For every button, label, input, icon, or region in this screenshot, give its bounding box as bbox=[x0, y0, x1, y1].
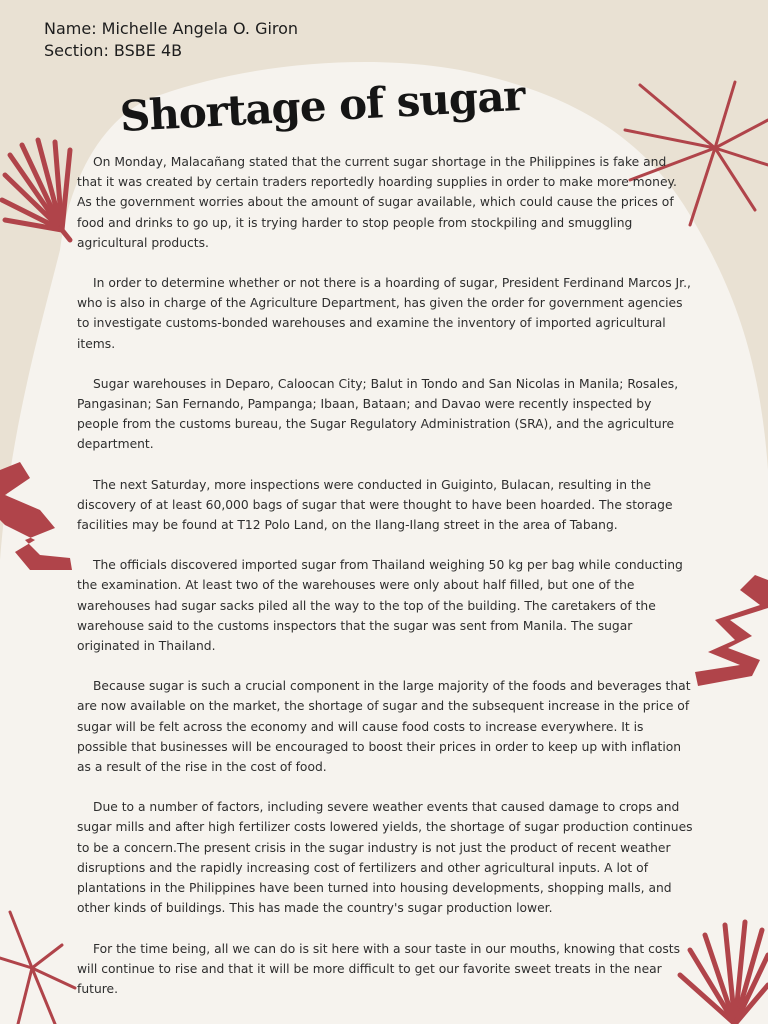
student-name: Name: Michelle Angela O. Giron bbox=[44, 19, 299, 38]
paragraph: On Monday, Malacañang stated that the current sugar shortage in the Philippines is fake and that it was created by certain traders reportedly hoarding supplies in order to make more money. As the government worries about the amount of sugar available, which could cause the prices of food and drinks to go up, it is trying harder to stop people from stockpiling and smuggling agricultural products. bbox=[77, 155, 677, 250]
paragraph: Because sugar is such a crucial component in the large majority of the foods and beverages that are now available on the market, the shortage of sugar and the subsequent increase in the price of sugar will be felt across the economy and will cause food costs to increase everywhere. It is possible that businesses will be encouraged to boost their prices in order to keep up with inflation as a result of the rise in the cost of food. bbox=[77, 679, 691, 775]
article-title: Shortage of sugar bbox=[118, 70, 526, 141]
paragraph: Due to a number of factors, including severe weather events that caused damage to crops and sugar mills and after high fertilizer costs lowered yields, the shortage of sugar production continues to be a concern.The present crisis in the sugar industry is not just the product of recent weather disruptions and the rapidly increasing cost of fertilizers and other agricultural inputs. A lot of plantations in the Philippines have been turned into housing developments, shopping malls, and other kinds of buildings. This has made the country's sugar production lower. bbox=[77, 800, 693, 916]
student-info bbox=[44, 18, 298, 62]
article-body bbox=[77, 152, 695, 1019]
paragraph: In order to determine whether or not there is a hoarding of sugar, President Ferdinand Marcos Jr., who is also in charge of the Agriculture Department, has given the order for government agencies to investigate customs-bonded warehouses and examine the inventory of imported agricultural items. bbox=[77, 276, 691, 351]
paragraph: The next Saturday, more inspections were conducted in Guiginto, Bulacan, resulting in the discovery of at least 60,000 bags of sugar that were thought to have been hoarded. The storage facilities may be found at T12 Polo Land, on the Ilang-Ilang street in the area of Tabang. bbox=[77, 477, 673, 533]
paragraph: For the time being, all we can do is sit here with a sour taste in our mouths, knowing that costs will continue to rise and that it will be more difficult to get our favorite sweet treats in the near future. bbox=[77, 941, 681, 996]
paragraph: Sugar warehouses in Deparo, Caloocan City; Balut in Tondo and San Nicolas in Manila; Rosales, Pangasinan; San Fernando, Pampanga; Ibaan, Bataan; and Davao were recently inspected by people from the customs bureau, the Sugar Regulatory Administration (SRA), and the agriculture department. bbox=[77, 376, 679, 452]
fan-leaf-decoration-top bbox=[2, 140, 70, 240]
paragraph: The officials discovered imported sugar from Thailand weighing 50 kg per bag while conducting the examination. At least two of the warehouses were only about half filled, but one of the warehouses had sugar sacks piled all the way to the top of the building. The caretakers of the warehouse said to the customs inspectors that the sugar was sent from Manila. The sugar originated in Thailand. bbox=[77, 558, 683, 654]
student-section: Section: BSBE 4B bbox=[44, 41, 183, 60]
